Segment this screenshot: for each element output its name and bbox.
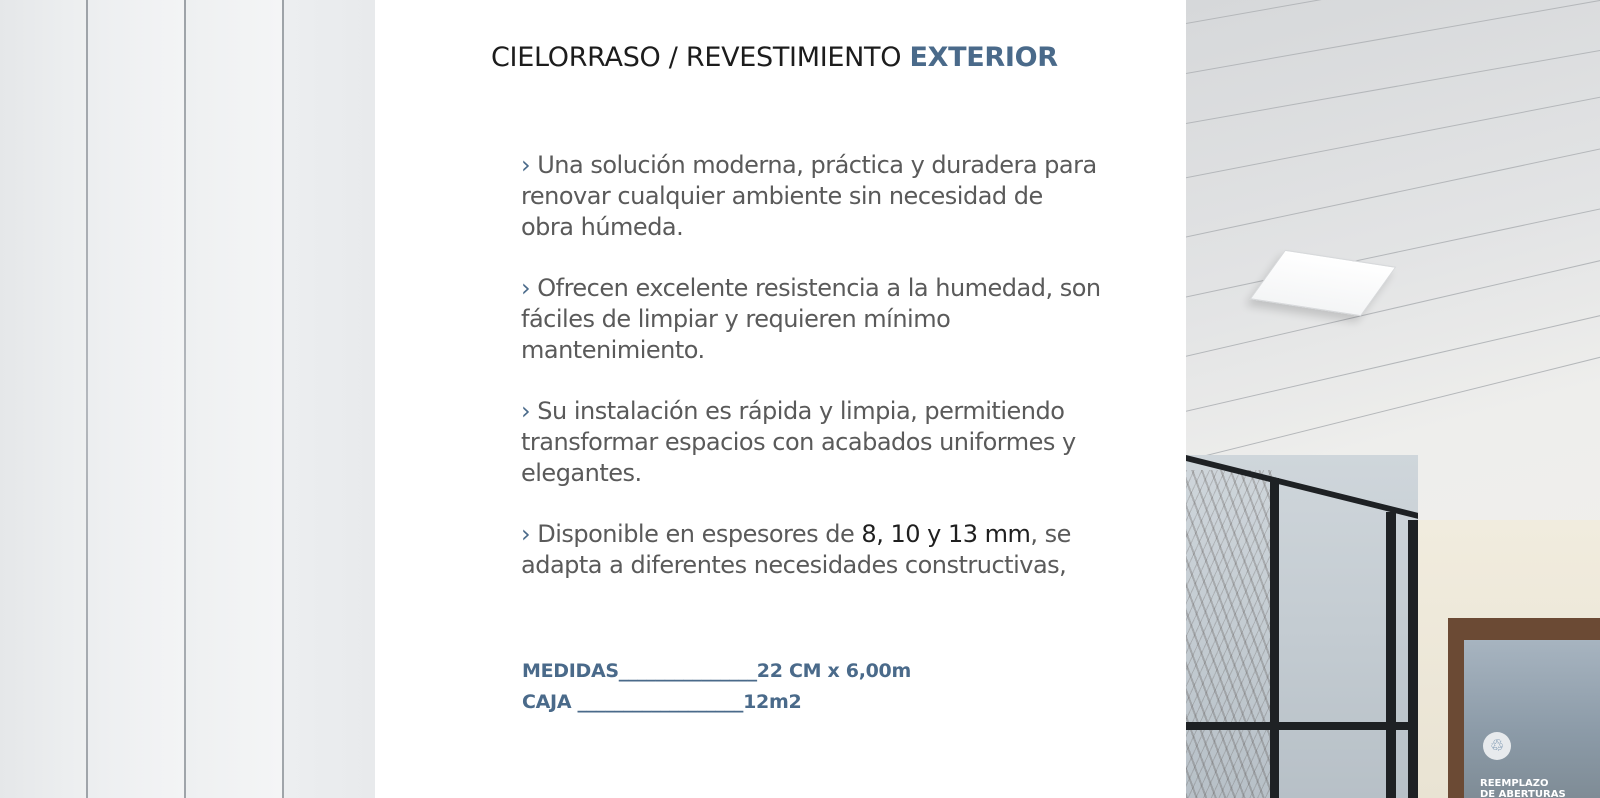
recycle-icon: ♲ [1483, 732, 1511, 760]
page-title [491, 42, 1058, 73]
title-accent: EXTERIOR [909, 42, 1058, 73]
door-sign [1480, 778, 1566, 798]
door-sign-line: REEMPLAZO [1480, 778, 1549, 789]
thickness-values: 8, 10 y 13 mm [861, 520, 1031, 548]
content-card [375, 0, 1186, 798]
title-main: CIELORRASO / REVESTIMIENTO [491, 42, 910, 73]
spec-medidas: MEDIDAS_______________22 CM x 6,00m [522, 660, 911, 682]
panel-strip [0, 0, 87, 798]
ceiling-panel-line [1186, 303, 1600, 421]
window-transom [1186, 722, 1418, 730]
feature-text-tail: , se adapta a diferentes necesidades constructivas, [521, 520, 1071, 579]
window-mullion [1270, 478, 1279, 798]
bullet-marker-icon: › [521, 151, 531, 179]
bullet-marker-icon: › [521, 274, 531, 302]
feature-text: Una solución moderna, práctica y duradera para renovar cualquier ambiente sin necesidad de obra húmeda. [521, 151, 1097, 241]
feature-item [521, 519, 1101, 581]
specs-block [522, 656, 911, 718]
tree-branches [1186, 470, 1276, 798]
ceiling-panel-line [1186, 197, 1600, 306]
feature-item [521, 150, 1101, 243]
feature-item [521, 273, 1101, 366]
ceiling-panel-line [1186, 137, 1600, 246]
window-frame-side [1408, 520, 1418, 798]
bullet-marker-icon: › [521, 397, 531, 425]
feature-list [521, 150, 1101, 611]
window-mullion [1386, 512, 1396, 798]
feature-text: Su instalación es rápida y limpia, permitiendo transformar espacios con acabados uniformes y elegantes. [521, 397, 1076, 487]
bullet-marker-icon: › [521, 520, 531, 548]
ceiling-panel-line [1186, 40, 1600, 131]
interior-ceiling-image [1186, 0, 1600, 798]
ceiling-light [1250, 250, 1397, 316]
feature-text: Ofrecen excelente resistencia a la humedad, son fáciles de limpiar y requieren mínimo mantenimiento. [521, 274, 1101, 364]
panel-strip [88, 0, 184, 798]
door-glass [1464, 640, 1600, 798]
panel-texture-image [0, 0, 375, 798]
spec-caja: CAJA __________________12m2 [522, 691, 802, 713]
ceiling-panel-line [1186, 86, 1600, 186]
feature-item [521, 396, 1101, 489]
panel-strip [284, 0, 375, 798]
feature-text: Disponible en espesores de [530, 520, 862, 548]
panel-strip [186, 0, 282, 798]
ceiling-panel-line [1186, 0, 1600, 31]
door-sign-line: DE ABERTURAS [1480, 789, 1566, 798]
